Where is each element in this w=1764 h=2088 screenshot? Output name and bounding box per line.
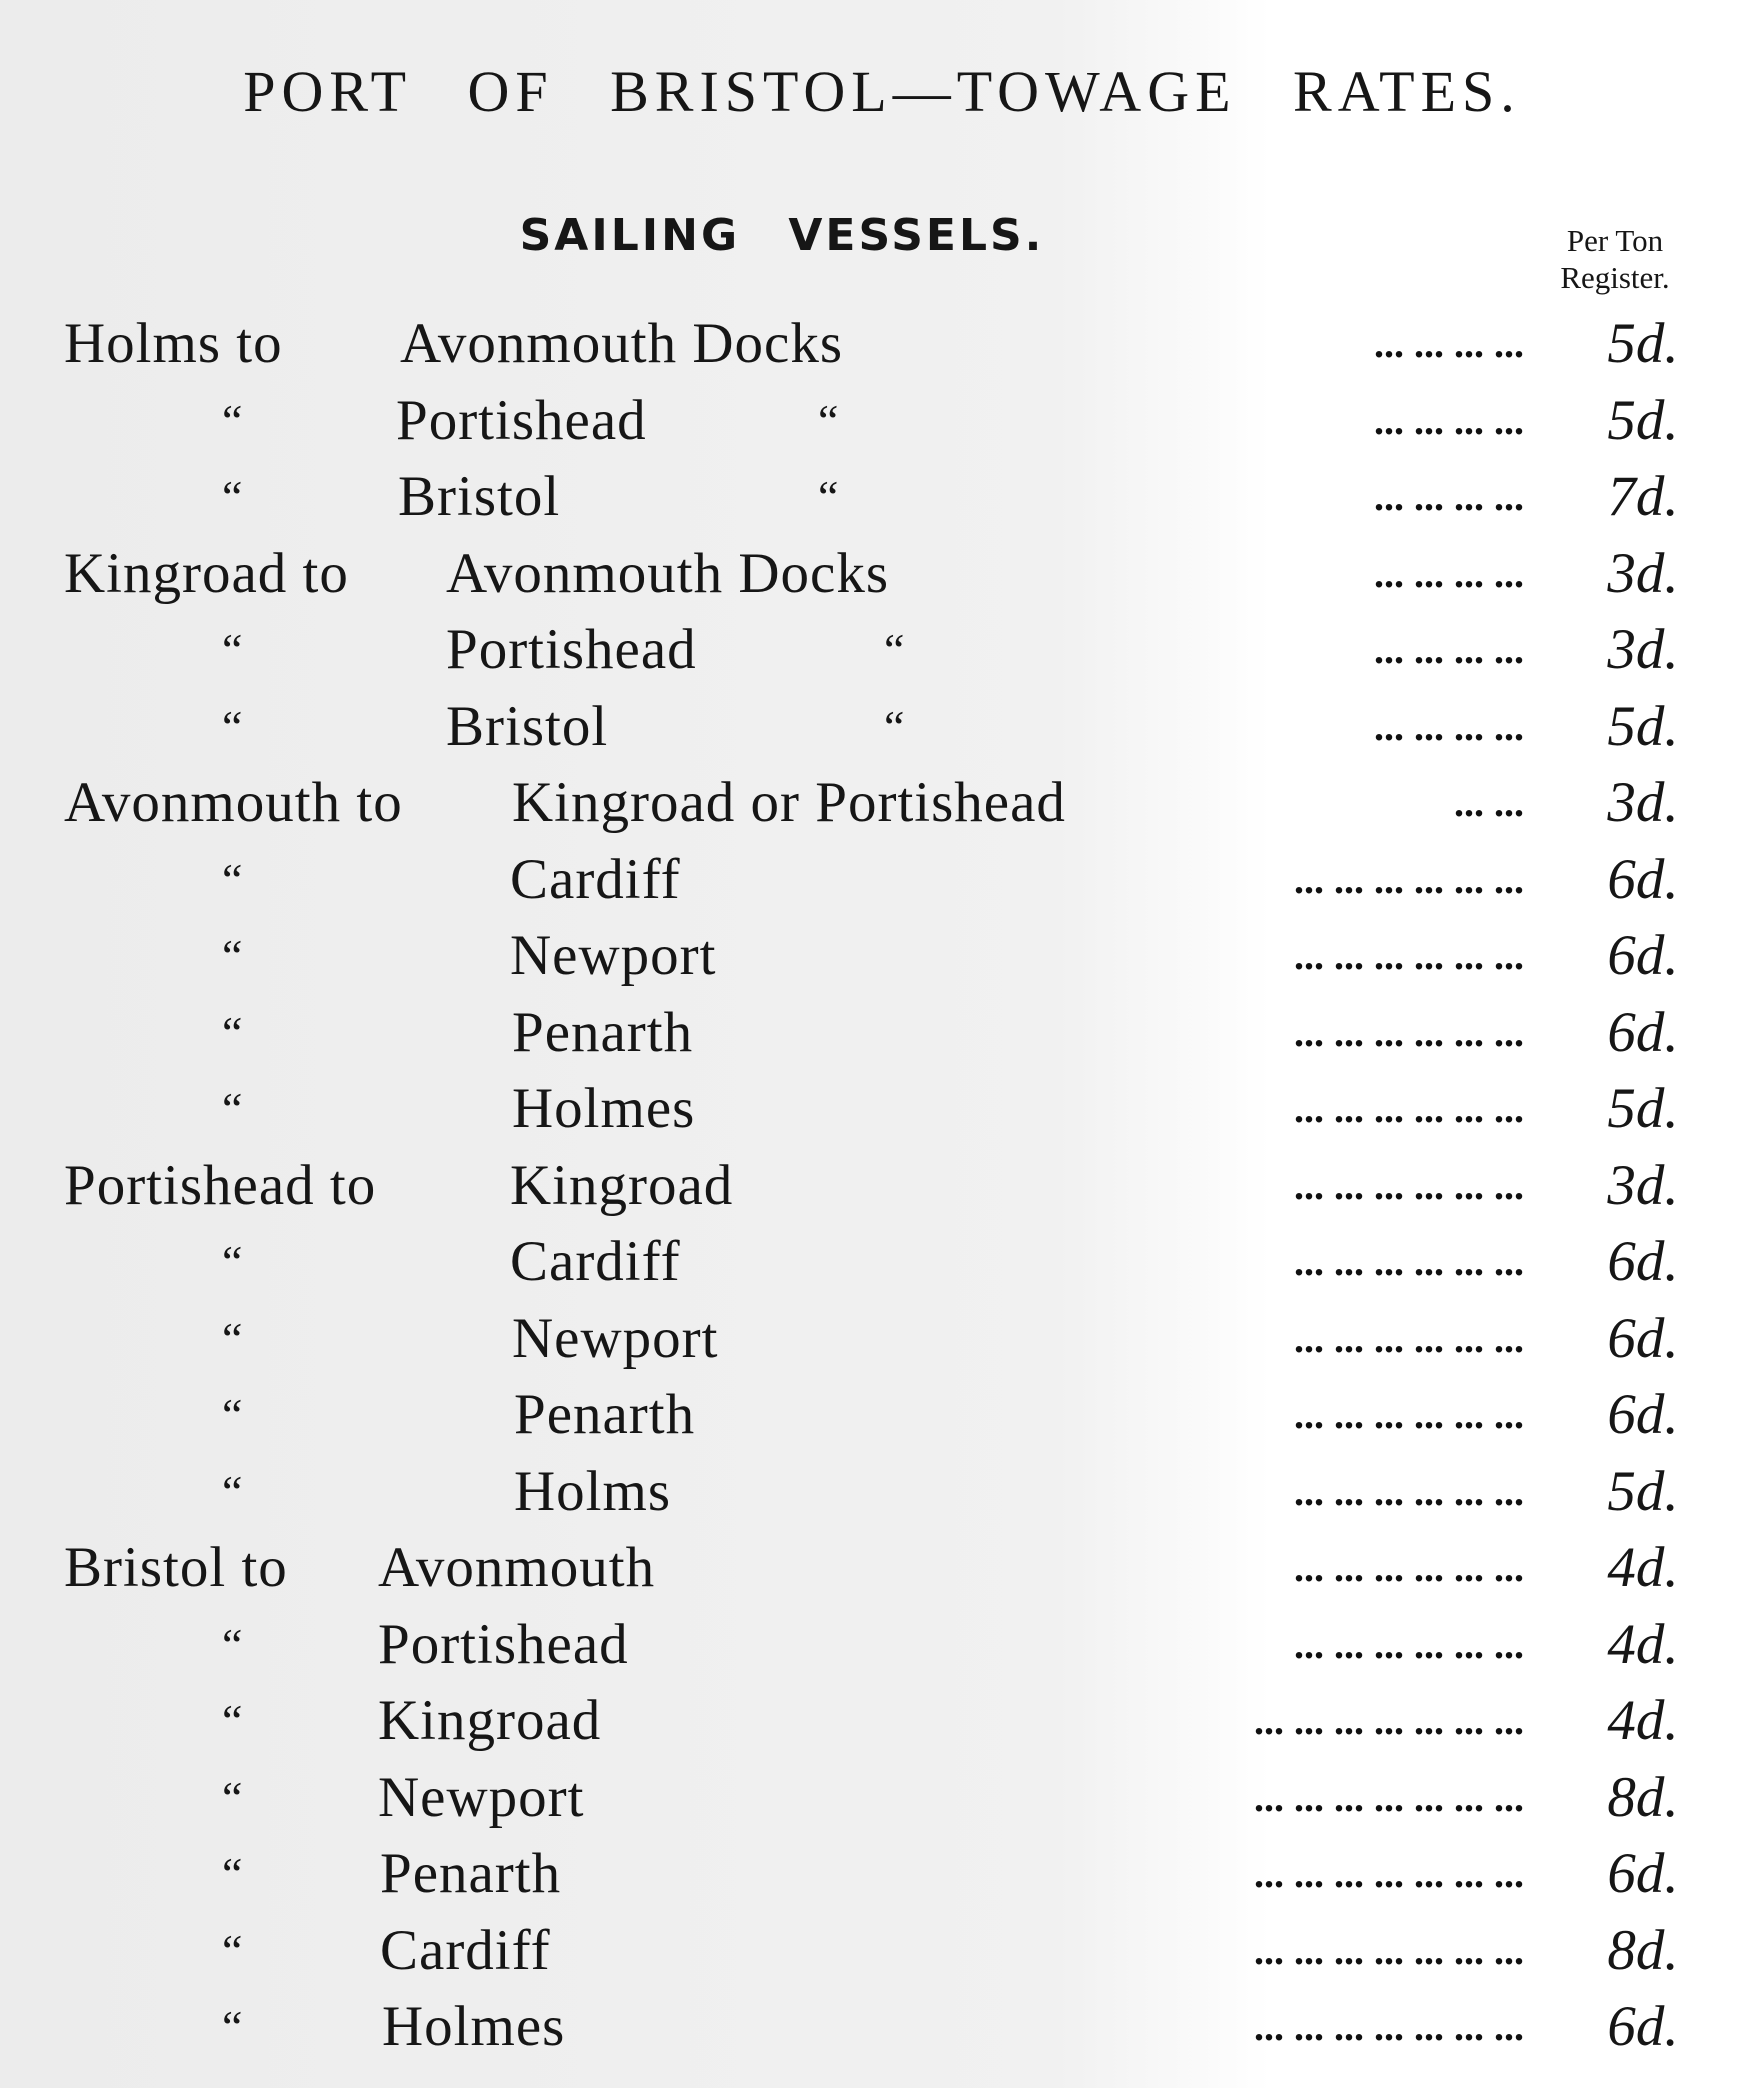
rate-row xyxy=(0,459,1764,536)
rate-value: 6d. xyxy=(1607,1842,1679,1905)
rate-row xyxy=(0,689,1764,766)
ditto-mark: “ xyxy=(222,1771,243,1823)
rate-row xyxy=(0,918,1764,995)
rate-value: 5d. xyxy=(1607,694,1679,758)
rate-value: 5d. xyxy=(1607,388,1679,452)
ditto-mark: “ xyxy=(222,1236,243,1287)
ditto-mark: “ xyxy=(222,1312,243,1364)
ditto-mark: “ xyxy=(222,1848,243,1899)
route-destination: Cardiff xyxy=(510,1230,681,1293)
ditto-mark: “ xyxy=(222,700,243,752)
ditto-mark: “ xyxy=(222,2001,243,2052)
leader-dots: ... ... xyxy=(1454,780,1524,825)
leader-dots: ... ... ... ... ... ... ... xyxy=(1254,2004,1524,2049)
rate-row xyxy=(0,1607,1764,1684)
rate-row xyxy=(0,1377,1764,1454)
rate-column-header-line1: Per Ton xyxy=(1566,223,1664,258)
rate-row xyxy=(0,995,1764,1072)
leader-dots: ... ... ... ... ... ... ... xyxy=(1254,1698,1524,1743)
route-destination: Holms xyxy=(514,1459,672,1523)
rate-value: 6d. xyxy=(1607,1230,1679,1293)
route-destination: Bristol xyxy=(398,465,561,528)
route-destination: Newport xyxy=(378,1765,585,1829)
leader-dots: ... ... ... ... ... ... xyxy=(1294,1239,1524,1284)
rate-value: 3d. xyxy=(1607,771,1679,834)
rate-value: 6d. xyxy=(1607,1306,1679,1370)
page-title: PORT OF BRISTOL—TOWAGE RATES. xyxy=(243,59,1521,124)
leader-dots: ... ... ... ... xyxy=(1374,474,1524,519)
rate-row xyxy=(0,1760,1764,1837)
rate-row xyxy=(0,306,1764,383)
route-destination: Avonmouth Docks xyxy=(446,541,890,605)
route-destination: Penarth xyxy=(514,1383,696,1446)
ditto-mark: “ xyxy=(222,1618,243,1670)
rate-value: 5d. xyxy=(1607,1077,1679,1140)
rate-value: 4d. xyxy=(1607,1689,1679,1752)
route-destination: Cardiff xyxy=(380,1918,551,1982)
leader-dots: ... ... ... ... ... ... ... xyxy=(1254,1927,1524,1973)
leader-dots: ... ... ... ... ... ... xyxy=(1294,1392,1524,1437)
rate-value: 4d. xyxy=(1607,1612,1679,1676)
rate-value: 6d. xyxy=(1607,1383,1679,1446)
route-destination: Newport xyxy=(512,1306,719,1370)
rate-value: 4d. xyxy=(1607,1536,1679,1599)
leader-dots: ... ... ... ... ... ... xyxy=(1294,1468,1524,1514)
route-destination: Portishead xyxy=(446,618,697,681)
route-destination: Kingroad xyxy=(510,1153,734,1217)
rate-row xyxy=(0,1454,1764,1531)
leader-dots: ... ... ... ... ... ... xyxy=(1294,1621,1524,1667)
ditto-mark: “ xyxy=(818,471,839,522)
rate-value: 3d. xyxy=(1607,618,1679,681)
ditto-mark: “ xyxy=(884,624,905,675)
ditto-mark: “ xyxy=(222,1465,243,1517)
leader-dots: ... ... ... ... ... ... xyxy=(1294,1315,1524,1361)
rate-value: 6d. xyxy=(1607,1995,1679,2058)
rate-value: 7d. xyxy=(1607,465,1679,528)
route-destination: Avonmouth xyxy=(378,1536,656,1599)
leader-dots: ... ... ... ... ... ... xyxy=(1294,1162,1524,1208)
rate-row xyxy=(0,1836,1764,1913)
rate-value: 6d. xyxy=(1607,924,1679,987)
rate-value: 8d. xyxy=(1607,1918,1679,1982)
ditto-mark: “ xyxy=(818,394,839,446)
ditto-mark: “ xyxy=(222,930,243,981)
leader-dots: ... ... ... ... xyxy=(1374,703,1524,749)
rate-row xyxy=(0,1224,1764,1301)
rate-row xyxy=(0,1148,1764,1225)
route-destination: Bristol xyxy=(446,694,609,758)
ditto-mark: “ xyxy=(222,624,243,675)
route-destination: Avonmouth Docks xyxy=(400,312,844,375)
leader-dots: ... ... ... ... ... ... ... xyxy=(1254,1851,1524,1896)
rate-row xyxy=(0,1301,1764,1378)
rate-row xyxy=(0,1913,1764,1990)
ditto-mark: “ xyxy=(222,1006,243,1058)
rate-row xyxy=(0,842,1764,919)
rate-row xyxy=(0,612,1764,689)
rate-row xyxy=(0,383,1764,460)
leader-dots: ... ... ... ... ... ... xyxy=(1294,1545,1524,1590)
rate-row xyxy=(0,1071,1764,1148)
rate-row xyxy=(0,1683,1764,1760)
ditto-mark: “ xyxy=(884,700,905,752)
ditto-mark: “ xyxy=(222,1389,243,1440)
section-heading: SAILING VESSELS. xyxy=(519,210,1045,261)
rate-value: 8d. xyxy=(1607,1765,1679,1829)
rate-row xyxy=(0,765,1764,842)
rate-column-header-line2: Register. xyxy=(1560,260,1670,295)
route-origin: Avonmouth to xyxy=(64,771,403,834)
rate-value: 3d. xyxy=(1607,1153,1679,1217)
rate-row xyxy=(0,1989,1764,2066)
leader-dots: ... ... ... ... xyxy=(1374,550,1524,596)
route-destination: Kingroad or Portishead xyxy=(512,771,1066,834)
rates-list xyxy=(0,306,1764,2066)
ditto-mark: “ xyxy=(222,471,243,522)
rate-value: 6d. xyxy=(1607,1000,1679,1064)
route-destination: Penarth xyxy=(512,1000,694,1064)
leader-dots: ... ... ... ... xyxy=(1374,397,1524,443)
rate-column-header xyxy=(1490,222,1740,296)
ditto-mark: “ xyxy=(222,1083,243,1134)
route-destination: Portishead xyxy=(396,388,647,452)
route-origin: Bristol to xyxy=(64,1536,288,1599)
rate-value: 6d. xyxy=(1607,847,1679,911)
rate-value: 3d. xyxy=(1607,541,1679,605)
leader-dots: ... ... ... ... xyxy=(1374,321,1524,366)
ditto-mark: “ xyxy=(222,1695,243,1746)
route-destination: Portishead xyxy=(378,1612,629,1676)
route-destination: Holmes xyxy=(382,1995,566,2058)
route-origin: Holms to xyxy=(64,312,283,375)
leader-dots: ... ... ... ... ... ... ... xyxy=(1254,1774,1524,1820)
rate-row xyxy=(0,536,1764,613)
route-destination: Kingroad xyxy=(378,1689,602,1752)
route-destination: Cardiff xyxy=(510,847,681,911)
leader-dots: ... ... ... ... ... ... xyxy=(1294,1009,1524,1055)
rate-value: 5d. xyxy=(1607,1459,1679,1523)
route-origin: Portishead to xyxy=(64,1153,377,1217)
route-destination: Newport xyxy=(510,924,717,987)
rate-value: 5d. xyxy=(1607,312,1679,375)
leader-dots: ... ... ... ... ... ... xyxy=(1294,856,1524,902)
route-destination: Penarth xyxy=(380,1842,562,1905)
leader-dots: ... ... ... ... ... ... xyxy=(1294,933,1524,978)
ditto-mark: “ xyxy=(222,394,243,446)
rate-row xyxy=(0,1530,1764,1607)
route-destination: Holmes xyxy=(512,1077,696,1140)
ditto-mark: “ xyxy=(222,1924,243,1976)
leader-dots: ... ... ... ... xyxy=(1374,627,1524,672)
ditto-mark: “ xyxy=(222,853,243,905)
route-origin: Kingroad to xyxy=(64,541,349,605)
leader-dots: ... ... ... ... ... ... xyxy=(1294,1086,1524,1131)
